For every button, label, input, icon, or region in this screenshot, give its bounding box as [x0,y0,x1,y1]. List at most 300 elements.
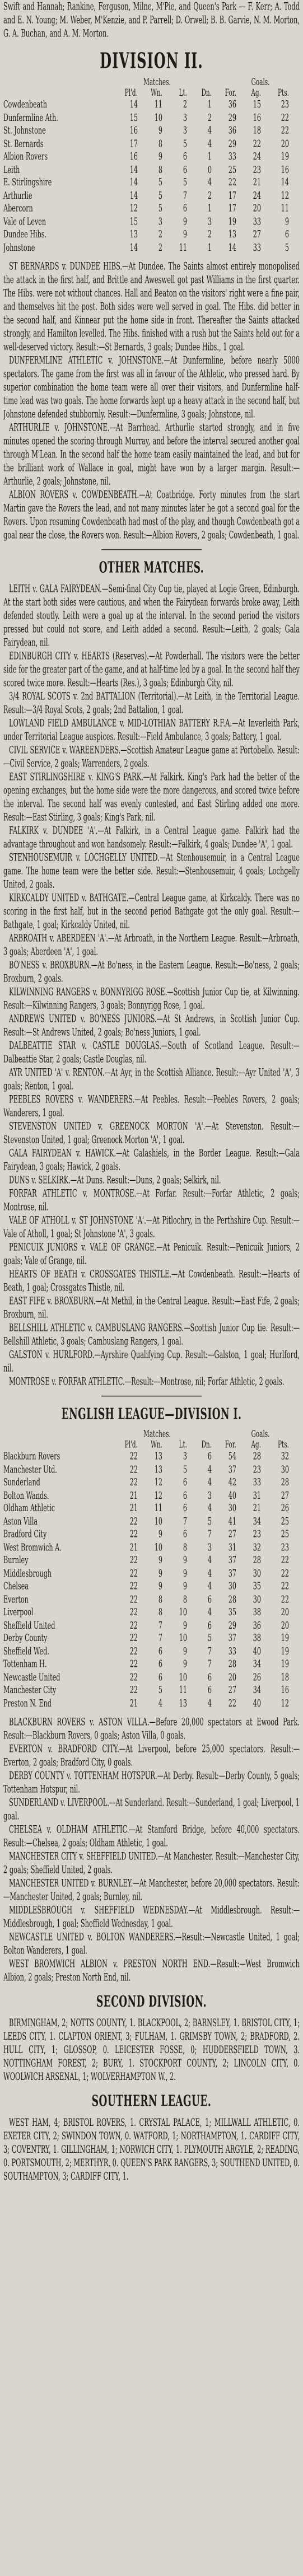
match-report: EAST FIFE v. BROXBURN.—At Methil, in the Central League. Result:—East Fife, 2 goals; Broxburn, nil. [3,1294,300,1321]
table-cell: 40 [253,1645,261,1657]
team-name: West Bromwich A. [3,1541,62,1553]
table-cell: 9 [183,1619,187,1631]
southern-league-title: SOUTHERN LEAGUE. [91,2092,212,2111]
table-row [3,1632,300,1645]
table-cell: 3 [207,1541,212,1553]
table-cell: 3 [207,215,212,227]
match-report: GALSTON v. HURLFORD.—Ayrshire Qualifying Cup. Result:—Galston, 1 goal; Hurlford, nil. [3,1348,300,1375]
table-cell: 34 [253,1515,261,1527]
table-cell: 9 [158,150,162,162]
table-cell: 9 [183,215,187,227]
table-cell: 7 [183,189,187,202]
table-cell: 4 [207,1554,212,1566]
table-row [3,1580,300,1593]
match-report: EVERTON v. BRADFORD CITY.—At Liverpool, before 25,000 spectators. Result:—Everton, 2 goals; Bradford City, 0 goals. [3,1742,300,1769]
team-name: Cowdenbeath [3,99,48,110]
table-row [3,1697,300,1710]
match-report: FORFAR ATHLETIC v. MONTROSE.—At Forfar. Result:—Forfar Athletic, 2 goals; Montrose, nil. [3,1187,300,1213]
table-cell: 35 [228,1606,236,1618]
table-row [3,1476,300,1489]
table-cell: 4 [207,1697,212,1709]
team-name: Manchester City [3,1684,57,1696]
table-cell: 11 [179,241,187,253]
table-cell: 0 [207,163,212,175]
newspaper-column [3,0,300,2576]
table-row [3,203,300,216]
table-cell: 21 [129,1489,138,1501]
team-name: E. Stirlingshire [3,176,52,188]
table-cell: 4 [207,1476,212,1488]
division2-title: DIVISION II. [100,47,203,74]
team-name: Dundee Hibs. [3,228,47,240]
table-row [3,1528,300,1541]
table-cell: 35 [253,1580,261,1592]
table-cell: 5 [285,241,289,253]
match-report: ST BERNARDS v. DUNDEE HIBS.—At Dundee. The Saints almost entirely monopolised the attack in the first half, and Brittle and Aweswell got past Williams in the first quarter. The Hibs. were not without chances. Hall and Beaton on the visitors' right were a fine pair, and themselves hit the post. Both sides were well served in goal. The Hibs. did better in the second half, and Kinnear put the home side in front. Thereafter the Saints attacked strongly, and Hamilton levelled. The Hibs. finished with a rush but the Saints held out for a well-deserved victory. Result:—St Bernards, 3 goals; Dundee Hibs., 1 goal. [3,260,300,353]
english-league-table [3,1429,300,1710]
table-cell: 36 [253,1619,261,1631]
table-row [3,241,300,254]
table-cell: 19 [228,215,236,227]
column-header: Wn. [151,87,162,99]
team-name: Derby County [3,1632,48,1644]
table-cell: 9 [183,1567,187,1579]
table-row [3,216,300,228]
southern-league-results: WEST HAM, 4; BRISTOL ROVERS, 1. CRYSTAL PALACE, 1; MILLWALL ATHLETIC, 0. EXETER CITY, 2; SWINDON TOWN, 0. WATFORD, 1; NORTHAMPTON, 1. CARDIFF CITY, 3; COVENTRY, 1. GILLINGHAM, 1; NORWICH CITY, 1. PLYMOUTH ARGYLE, 2; READING, 0. PORTSMOUTH, 2; MERTHYR, 0. QUEEN'S PARK RANGERS, 3; SOUTHEND UNITED, 0. SOUTHAMPTON, 3; CARDIFF CITY, 1. [3,2116,300,2182]
table-cell: 8 [158,137,162,149]
table-cell: 37 [228,1463,236,1475]
table-cell: 9 [158,1528,162,1540]
table-cell: 1 [207,99,212,110]
table-cell: 5 [183,1463,187,1475]
match-report: ALBION ROVERS v. COWDENBEATH.—At Coatbridge. Forty minutes from the start Martin gave the Rovers the lead, and not many minutes later he got a second goal for the Rovers. Upon resuming Cowdenbeath had most of the play, and though Cowdenbeath got a goal near the close, the Rovers won. Result:—Albion Rovers, 2 goals; Cowdenbeath, 1 goal. [3,488,300,541]
table-cell: 6 [207,1593,212,1605]
table-row [3,124,300,137]
table-cell: 4 [207,1502,212,1514]
match-report: MANCHESTER UNITED v. BURNLEY.—At Manchester, before 20,000 spectators. Result:—Manchester United, 2 goals; Burnley, nil. [3,1877,300,1903]
match-report: PEEBLES ROVERS v. WANDERERS.—At Peebles. Result:—Peebles Rovers, 2 goals; Wanderers, 1 goal. [3,1093,300,1119]
table-cell: 22 [129,1580,138,1592]
english-header [3,1429,300,1439]
match-report: ARTHURLIE v. JOHNSTONE.—At Barrhead. Arthurlie started strongly, and in five minutes opened the scoring through Murray, and before the interval secured another goal through M'Lean. In the second half the home team easily maintained the lead, and but for the brilliant work of Wallace in goal, might have won by a larger margin. Result:—Arthurlie, 2 goals; Johnstone, nil. [3,421,300,488]
match-report: EDINBURGH CITY v. HEARTS (Reserves).—At Powderhall. The visitors were the better side for the greater part of the game, and at half-time led by a goal. In the second half they scored twice more. Result:—Hearts (Res.), 3 goals; Edinburgh City, nil. [3,649,300,689]
table-cell: 6 [183,1476,187,1488]
table-cell: 19 [281,150,289,162]
table-cell: 19 [281,1658,289,1670]
table-cell: 11 [154,1502,162,1514]
table-cell: 17 [129,137,138,149]
table-cell: 20 [281,1619,289,1631]
table-cell: 4 [207,124,212,137]
table-cell: 22 [281,111,289,123]
table-row [3,1489,300,1502]
table-cell: 4 [158,1697,162,1709]
table-cell: 5 [158,1684,162,1696]
table-cell: 4 [207,137,212,149]
table-row [3,1645,300,1658]
table-cell: 24 [253,189,261,202]
table-cell: 2 [158,228,162,240]
table-cell: 16 [253,111,261,123]
match-report: WEST BROMWICH ALBION v. PRESTON NORTH END.—Result:—West Bromwich Albion, 2 goals; Preston North End, nil. [3,1957,300,1984]
table-cell: 18 [253,124,261,137]
table-cell: 3 [183,1450,187,1462]
table-cell: 21 [129,1502,138,1514]
table-cell: 4 [207,1606,212,1618]
table-cell: 11 [281,202,289,214]
goals-label: Goals. [251,77,270,88]
table-cell: 2 [183,99,187,110]
table-cell: 5 [158,202,162,214]
team-name: Leith [3,163,20,175]
english-rows [3,1450,300,1710]
table-cell: 6 [183,1528,187,1540]
table-cell: 16 [129,124,138,137]
table-cell: 14 [228,241,236,253]
team-name: Bolton Wands. [3,1489,49,1501]
table-cell: 14 [129,241,138,253]
table-cell: 8 [158,163,162,175]
match-report: VALE OF ATHOLL v. ST JOHNSTONE 'A'.—At Pitlochry, in the Perthshire Cup. Result:—Vale of Atholl, 1 goal; St Johnstone 'A', 3 goals. [3,1214,300,1240]
table-cell: 13 [228,228,236,240]
table-cell: 22 [129,1606,138,1618]
table-row [3,228,300,241]
table-cell: 28 [253,1450,261,1462]
table-cell: 27 [228,1528,236,1540]
table-cell: 8 [183,1593,187,1605]
table-row [3,151,300,163]
team-name: Abercorn [3,202,33,214]
matches-label: Matches. [143,77,171,88]
table-cell: 10 [154,111,162,123]
table-cell: 1 [207,150,212,162]
table-row [3,1502,300,1515]
second-division-title: SECOND DIVISION. [96,1993,207,2011]
division2-header [3,77,300,88]
table-cell: 36 [228,99,236,110]
team-column-header [3,88,113,99]
table-cell: 37 [228,1554,236,1566]
column-header: Pts. [277,1439,289,1451]
division2-reports [3,260,300,542]
column-header: Lt. [179,1439,187,1451]
table-cell: 22 [129,1450,138,1462]
table-cell: 33 [228,1645,236,1657]
table-cell: 22 [129,1528,138,1540]
table-row [3,1606,300,1619]
column-header: Pl'd. [124,1439,138,1451]
table-cell: 20 [228,1671,236,1683]
column-header: Dn. [201,1439,212,1451]
team-name: Everton [3,1593,29,1605]
team-name: Middlesbrough [3,1567,52,1579]
team-name: Manchester Utd. [3,1463,57,1475]
column-header: Ag. [251,1439,261,1451]
table-cell: 27 [281,1489,289,1501]
match-report: DUNS v. SELKIRK.—At Duns. Result:—Duns, 2 goals; Selkirk, nil. [9,1174,221,1186]
table-cell: 19 [281,1632,289,1644]
match-report: DUNFERMLINE ATHLETIC v. JOHNSTONE.—At Dunfermline, before nearly 5000 spectators. The game from the first was all in favour of the Athletic, who pressed hard. By superior combination the home team were all over their visitors, and Dunfermline half-time lead was two goals. The home forwards kept up a heavy attack in the second half, but Johnstone defended stubbornly. Result:—Dunfermline, 3 goals; Johnstone, nil. [3,354,300,420]
team-name: Arthurlie [3,189,32,202]
table-cell: 4 [207,1580,212,1592]
table-cell: 40 [228,1489,236,1501]
table-cell: 22 [129,1658,138,1670]
table-cell: 9 [183,1658,187,1670]
table-cell: 9 [158,1554,162,1566]
match-report: LEITH v. GALA FAIRYDEAN.—Semi-final City Cup tie, played at Logie Green, Edinburgh. At the start both sides were cautious, and when the Fairydean forwards broke away, Leith defended stoutly. Leith were a goal up at the interval. In the second period the visitors pressed but could not score, and Leith added a second. Result:—Leith, 2 goals; Gala Fairydean, nil. [3,582,300,649]
table-cell: 19 [281,1645,289,1657]
table-cell: 4 [207,1567,212,1579]
match-report: KILWINNING RANGERS v. BONNYRIGG ROSE.—Scottish Junior Cup tie, at Kilwinning. Result:—Kilwinning Rangers, 3 goals; Bonnyrigg Rose, 1 goal. [3,985,300,1012]
table-row [3,1450,300,1463]
match-report: STEVENSTON UNITED v. GREENOCK MORTON 'A'.—At Stevenston. Result:—Stevenston United, 1 goal; Greenock Morton 'A', 1 goal. [3,1120,300,1146]
table-cell: 37 [228,1632,236,1644]
table-cell: 30 [253,1567,261,1579]
table-row [3,111,300,124]
table-cell: 16 [129,150,138,162]
table-cell: 12 [154,1489,162,1501]
table-cell: 14 [129,163,138,175]
table-cell: 22 [129,1463,138,1475]
table-cell: 15 [253,99,261,110]
table-cell: 10 [179,1671,187,1683]
second-division-results: BIRMINGHAM, 2; NOTTS COUNTY, 1. BLACKPOOL, 2; BARNSLEY, 1. BRISTOL CITY, 1; LEEDS CITY, 1. CLAPTON ORIENT, 3; FULHAM, 1. GRIMSBY TOWN, 2; BRADFORD, 2. HULL CITY, 1; GLOSSOP, 0. LEICESTER FOSSE, 0; HUDDERSFIELD TOWN, 3. NOTTINGHAM FOREST, 2; BURY, 1. STOCKPORT COUNTY, 2; LINCOLN CITY, 0. WOOLWICH ARSENAL, 1; WOLVERHAMPTON W., 2. [3,2016,300,2083]
table-cell: 22 [129,1554,138,1566]
table-cell: 13 [154,1463,162,1475]
table-cell: 38 [253,1632,261,1644]
team-name: Sunderland [3,1476,40,1488]
table-cell: 14 [129,189,138,202]
table-cell: 12 [154,1476,162,1488]
table-cell: 27 [228,1684,236,1696]
table-cell: 20 [253,202,261,214]
match-report: FALKIRK v. DUNDEE 'A'.—At Falkirk, in a Central League game. Falkirk had the advantage throughout and won handsomely. Result:—Falkirk, 4 goals; Dundee 'A', 1 goal. [3,824,300,850]
table-cell: 22 [281,1567,289,1579]
table-row [3,163,300,176]
table-cell: 42 [228,1476,236,1488]
table-cell: 3 [183,124,187,137]
table-row [3,99,300,111]
table-cell: 23 [281,99,289,110]
table-cell: 22 [228,1697,236,1709]
table-cell: 9 [158,1580,162,1592]
table-cell: 9 [183,1645,187,1657]
table-row [3,1619,300,1632]
other-matches-title: OTHER MATCHES. [99,559,204,577]
table-cell: 9 [285,215,289,227]
team-name: Bradford City [3,1528,47,1540]
table-cell: 25 [228,163,236,175]
table-cell: 2 [207,228,212,240]
table-cell: 6 [183,150,187,162]
table-cell: 33 [253,241,261,253]
table-cell: 3 [158,215,162,227]
table-cell: 14 [129,99,138,110]
table-cell: 29 [228,137,236,149]
table-cell: 6 [285,228,289,240]
table-cell: 38 [253,1606,261,1618]
table-cell: 37 [228,1567,236,1579]
matches-label: Matches. [143,1429,171,1440]
match-report: MONTROSE v. FORFAR ATHLETIC.—Result:—Montrose, nil; Forfar Athletic, 2 goals. [9,1375,285,1388]
match-report: EAST STIRLINGSHIRE v. KING'S PARK.—At Falkirk. King's Park had the better of the opening exchanges, but the home side were the more dangerous, and scored twice before the interval. The second half was evenly contested, and East Stirling added one more. Result:—East Stirling, 3 goals; King's Park, nil. [3,770,300,824]
team-name: Vale of Leven [3,215,46,227]
english-league-title: ENGLISH LEAGUE—DIVISION I. [61,1405,242,1424]
table-cell: 14 [281,176,289,188]
match-report: HEARTS OF BEATH v. CROSSGATES THISTLE.—At Cowdenbeath. Result:—Hearts of Beath, 1 goal; Crossgates Thistle, nil. [3,1268,300,1294]
table-row [3,176,300,189]
table-cell: 4 [207,176,212,188]
table-cell: 31 [253,1489,261,1501]
table-row [3,1684,300,1697]
table-cell: 8 [158,1593,162,1605]
match-report: DERBY COUNTY v. TOTTENHAM HOTSPUR.—At Derby. Result:—Derby County, 5 goals; Tottenham Hotspur, nil. [3,1769,300,1796]
table-cell: 6 [207,1684,212,1696]
table-cell: 22 [129,1671,138,1683]
table-row [3,138,300,151]
table-cell: 6 [207,1450,212,1462]
table-cell: 22 [129,1593,138,1605]
match-report: LOWLAND FIELD AMBULANCE v. MID-LOTHIAN BATTERY R.F.A.—At Inverleith Park, under Territorial League auspices. Result:—Field Ambulance, 3 goals; Battery, 1 goal. [3,717,300,743]
table-cell: 20 [281,137,289,149]
table-cell: 6 [158,1671,162,1683]
column-header: Dn. [201,87,212,99]
column-header: For. [225,87,236,99]
table-cell: 26 [281,1502,289,1514]
table-cell: 6 [183,202,187,214]
team-name: Aston Villa [3,1515,38,1527]
table-cell: 21 [129,1697,138,1709]
table-cell: 25 [281,1528,289,1540]
table-cell: 6 [158,1645,162,1657]
match-report: CIVIL SERVICE v. WAREENDERS.—Scottish Amateur League game at Portobello. Result:—Civil Service, 2 goals; Warrenders, 2 goals. [3,744,300,770]
table-cell: 22 [281,1554,289,1566]
table-cell: 41 [228,1515,236,1527]
table-cell: 36 [228,124,236,137]
table-cell: 22 [129,1515,138,1527]
table-cell: 11 [154,99,162,110]
table-cell: 23 [253,1528,261,1540]
column-header: Wn. [151,1439,162,1451]
table-cell: 3 [207,1489,212,1501]
table-cell: 30 [228,1502,236,1514]
table-row [3,1671,300,1684]
table-cell: 5 [158,189,162,202]
table-cell: 15 [129,111,138,123]
table-cell: 5 [183,176,187,188]
match-report: GALA FAIRYDEAN v. HAWICK.—At Galashiels, in the Border League. Result:—Gala Fairydean, 3 goals; Hawick, 2 goals. [3,1147,300,1173]
table-cell: 21 [129,1541,138,1553]
table-cell: 5 [183,137,187,149]
table-cell: 22 [253,137,261,149]
match-report: 3/4 ROYAL SCOTS v. 2nd BATTALION (Territorial).—At Leith, in the Territorial League. Result:—3/4 Royal Scots, 2 goals; 2nd Battalion, 1 goal. [3,690,300,716]
division2-intro: Swift and Hannah; Rankine, Ferguson, Milne, M'Pie, and Queen's Park — F. Kerr; A. Todd and E. N. Young; M. Weber, M'Kenzie, and P. Parrell; D. Orwell; B. B. Garvie, N. M. Morton, G. A. Buchan, and A. M. Morton. [3,0,300,40]
team-name: Oldham Athletic [3,1502,55,1514]
team-name: Sheffield United [3,1619,55,1631]
table-cell: 27 [253,228,261,240]
table-cell: 2 [158,241,162,253]
table-cell: 23 [281,1541,289,1553]
table-cell: 28 [228,1593,236,1605]
table-cell: 40 [253,1697,261,1709]
table-cell: 24 [253,150,261,162]
table-cell: 2 [207,189,212,202]
table-cell: 10 [154,1541,162,1553]
english-columns [3,1439,300,1450]
table-cell: 9 [183,1580,187,1592]
table-cell: 9 [183,1554,187,1566]
column-content [3,0,300,2183]
divider [101,549,202,550]
table-cell: 23 [253,163,261,175]
table-cell: 6 [158,1658,162,1670]
table-cell: 13 [154,1450,162,1462]
table-cell: 28 [253,1554,261,1566]
table-cell: 20 [281,1606,289,1618]
team-name: Johnstone [3,241,35,253]
column-header: Pl'd. [124,87,138,99]
table-cell: 22 [129,1632,138,1644]
team-name: Newcastle United [3,1671,60,1683]
match-report: NEWCASTLE UNITED v. BOLTON WANDERERS.—Result:—Newcastle United, 1 goal; Bolton Wanderers, 1 goal. [3,1930,300,1957]
table-row [3,1567,300,1580]
table-cell: 34 [253,1658,261,1670]
table-cell: 10 [154,1515,162,1527]
table-cell: 8 [158,1606,162,1618]
table-cell: 9 [158,124,162,137]
table-cell: 6 [183,163,187,175]
column-header: For. [225,1439,236,1451]
team-name: St. Bernards [3,137,44,149]
table-row [3,189,300,202]
table-cell: 12 [281,1697,289,1709]
table-cell: 22 [129,1645,138,1657]
table-cell: 3 [183,111,187,123]
table-cell: 33 [253,1476,261,1488]
table-cell: 22 [281,124,289,137]
table-cell: 13 [129,228,138,240]
table-cell: 25 [281,1515,289,1527]
table-cell: 15 [129,215,138,227]
english-league-reports [3,1715,300,1984]
table-cell: 7 [158,1632,162,1644]
table-cell: 5 [207,1515,212,1527]
table-cell: 21 [253,176,261,188]
table-cell: 7 [207,1645,212,1657]
table-cell: 9 [158,1567,162,1579]
other-match-reports [3,582,300,1388]
divider [101,1396,202,1397]
table-cell: 6 [207,1619,212,1631]
table-row [3,1464,300,1476]
table-cell: 23 [253,1463,261,1475]
table-cell: 30 [281,1463,289,1475]
table-cell: 17 [228,189,236,202]
table-cell: 54 [228,1450,236,1462]
table-cell: 22 [129,1476,138,1488]
division2-rows [3,99,300,254]
table-cell: 7 [207,1528,212,1540]
match-report: BO'NESS v. BROXBURN.—At Bo'ness, in the Eastern League. Result:—Bo'ness, 2 goals; Broxburn, 2 goals. [3,959,300,985]
column-header: Ag. [251,87,261,99]
table-cell: 10 [179,1632,187,1644]
table-cell: 4 [207,1463,212,1475]
table-cell: 5 [158,176,162,188]
table-cell: 1 [207,241,212,253]
team-name: Albion Rovers [3,150,48,162]
table-cell: 22 [129,1619,138,1631]
table-cell: 32 [281,1450,289,1462]
